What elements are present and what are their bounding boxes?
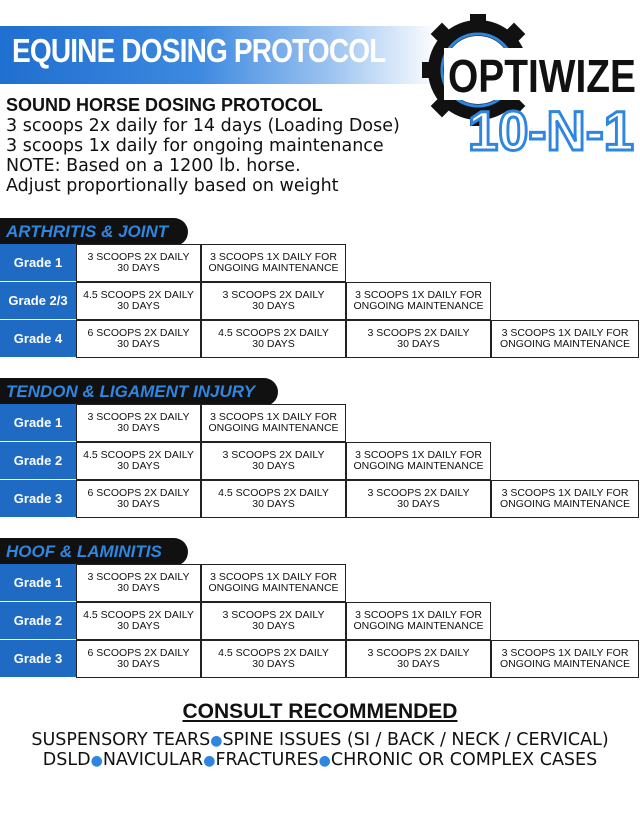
dose-text: 30 DAYS <box>252 338 295 350</box>
dose-text: 30 DAYS <box>117 498 160 510</box>
dose-text: 3 SCOOPS 2X DAILY <box>87 250 190 263</box>
title-banner <box>0 26 440 84</box>
condition-item: FRACTURES <box>215 750 319 770</box>
dose-text: 30 DAYS <box>117 658 160 670</box>
dose-text: ONGOING MAINTENANCE <box>353 460 484 472</box>
dose-text: 30 DAYS <box>252 498 295 510</box>
condition-item: DSLD <box>42 750 91 770</box>
dose-cell <box>201 320 346 358</box>
intro-block <box>6 94 400 196</box>
dose-text: 4.5 SCOOPS 2X DAILY <box>83 448 194 461</box>
dose-text: ONGOING MAINTENANCE <box>499 658 631 670</box>
dose-cell <box>76 564 201 602</box>
dose-text: 30 DAYS <box>252 620 295 632</box>
dose-text: 3 SCOOPS 1X DAILY FOR <box>501 326 629 339</box>
consult-heading: CONSULT RECOMMENDED <box>182 700 458 723</box>
dose-text: 4.5 SCOOPS 2X DAILY <box>218 646 329 659</box>
dose-text: 3 SCOOPS 1X DAILY FOR <box>210 250 337 263</box>
dose-cell <box>346 602 491 640</box>
page-title: EQUINE DOSING PROTOCOL <box>12 32 386 69</box>
intro-line: 3 scoops 1x daily for ongoing maintenance <box>6 136 384 156</box>
dose-cell <box>346 640 491 678</box>
dose-cell <box>76 640 201 678</box>
dose-text: ONGOING MAINTENANCE <box>208 262 339 274</box>
grade-row <box>0 282 640 320</box>
dose-cell <box>201 282 346 320</box>
dose-cell <box>76 404 201 442</box>
dose-text: 30 DAYS <box>397 338 440 350</box>
logo-brand: OPTIWIZE <box>448 50 636 102</box>
bullet-icon: ● <box>318 753 331 769</box>
dose-text: 30 DAYS <box>252 658 295 670</box>
grade-label: Grade 1 <box>0 404 76 442</box>
dose-text: 6 SCOOPS 2X DAILY <box>87 646 190 659</box>
dose-cell <box>346 480 491 518</box>
dose-text: 3 SCOOPS 2X DAILY <box>222 608 325 621</box>
intro-line: 3 scoops 2x daily for 14 days (Loading Dose) <box>6 116 400 136</box>
dose-text: ONGOING MAINTENANCE <box>499 498 631 510</box>
dose-cell <box>346 282 491 320</box>
condition-item: SPINE ISSUES (SI / BACK / NECK / CERVICAL) <box>222 730 609 750</box>
condition-item: NAVICULAR <box>102 750 204 770</box>
dose-text: 30 DAYS <box>117 620 160 632</box>
dose-cell <box>201 564 346 602</box>
dose-cell <box>76 320 201 358</box>
dose-cell <box>346 442 491 480</box>
grade-label: Grade 3 <box>0 480 76 518</box>
dose-text: 3 SCOOPS 1X DAILY FOR <box>355 288 482 301</box>
dose-cell <box>201 404 346 442</box>
dose-text: 3 SCOOPS 2X DAILY <box>87 570 190 583</box>
grade-row <box>0 442 640 480</box>
dose-text: 3 SCOOPS 2X DAILY <box>367 486 470 499</box>
dose-cell <box>76 442 201 480</box>
dose-cell <box>76 244 201 282</box>
dose-text: 30 DAYS <box>117 338 160 350</box>
dose-text: ONGOING MAINTENANCE <box>353 620 484 632</box>
consult-line-2 <box>0 750 640 770</box>
dose-cell <box>201 602 346 640</box>
dose-text: 6 SCOOPS 2X DAILY <box>87 326 190 339</box>
grade-row <box>0 602 640 640</box>
section-title: HOOF & LAMINITIS <box>0 538 188 566</box>
grade-label: Grade 4 <box>0 320 76 358</box>
dose-text: 3 SCOOPS 2X DAILY <box>367 646 470 659</box>
grade-label: Grade 3 <box>0 640 76 678</box>
dose-text: ONGOING MAINTENANCE <box>353 300 484 312</box>
dose-cell <box>201 442 346 480</box>
dose-text: 6 SCOOPS 2X DAILY <box>87 486 190 499</box>
grade-row <box>0 480 640 518</box>
dose-text: 3 SCOOPS 2X DAILY <box>222 448 325 461</box>
consult-line-1 <box>0 730 640 750</box>
intro-heading: SOUND HORSE DOSING PROTOCOL <box>6 95 323 115</box>
dose-text: ONGOING MAINTENANCE <box>208 422 339 434</box>
dose-text: 30 DAYS <box>117 422 160 434</box>
bullet-icon: ● <box>203 753 216 769</box>
dose-text: 3 SCOOPS 1X DAILY FOR <box>210 570 337 583</box>
condition-item: SUSPENSORY TEARS <box>31 730 211 750</box>
dose-text: 3 SCOOPS 1X DAILY FOR <box>355 608 482 621</box>
dose-text: 3 SCOOPS 2X DAILY <box>367 326 470 339</box>
grade-row <box>0 564 640 602</box>
dose-text: 30 DAYS <box>117 262 160 274</box>
intro-line: NOTE: Based on a 1200 lb. horse. <box>6 156 301 176</box>
dose-text: 3 SCOOPS 2X DAILY <box>87 410 190 423</box>
dose-text: 30 DAYS <box>397 498 440 510</box>
dose-cell <box>201 244 346 282</box>
dose-text: 4.5 SCOOPS 2X DAILY <box>218 486 329 499</box>
dose-text: 30 DAYS <box>252 460 295 472</box>
dose-text: 30 DAYS <box>117 582 160 594</box>
dose-text: ONGOING MAINTENANCE <box>499 338 631 350</box>
dose-text: 30 DAYS <box>252 300 295 312</box>
optiwize-logo <box>418 10 640 160</box>
condition-item: CHRONIC OR COMPLEX CASES <box>330 750 598 770</box>
dose-text: 3 SCOOPS 1X DAILY FOR <box>501 486 629 499</box>
dose-cell <box>491 320 639 358</box>
dose-text: 4.5 SCOOPS 2X DAILY <box>83 288 194 301</box>
grade-label: Grade 2 <box>0 602 76 640</box>
grade-row <box>0 320 640 358</box>
grade-row <box>0 244 640 282</box>
bullet-icon: ● <box>90 753 103 769</box>
grade-label: Grade 2 <box>0 442 76 480</box>
dose-text: 3 SCOOPS 1X DAILY FOR <box>355 448 482 461</box>
dose-text: 4.5 SCOOPS 2X DAILY <box>218 326 329 339</box>
grade-label: Grade 2/3 <box>0 282 76 320</box>
dose-text: 3 SCOOPS 2X DAILY <box>222 288 325 301</box>
grade-row <box>0 404 640 442</box>
dose-cell <box>201 480 346 518</box>
logo-sub: 10-N-1 <box>468 99 634 160</box>
grade-label: Grade 1 <box>0 244 76 282</box>
dose-cell <box>76 480 201 518</box>
section-title: ARTHRITIS & JOINT <box>0 218 188 246</box>
dose-cell <box>76 602 201 640</box>
dose-cell <box>201 640 346 678</box>
grade-label: Grade 1 <box>0 564 76 602</box>
dose-text: 3 SCOOPS 1X DAILY FOR <box>210 410 337 423</box>
dose-text: 4.5 SCOOPS 2X DAILY <box>83 608 194 621</box>
dose-cell <box>491 480 639 518</box>
section-title: TENDON & LIGAMENT INJURY <box>0 378 278 406</box>
dose-cell <box>76 282 201 320</box>
dose-cell <box>491 640 639 678</box>
intro-line: Adjust proportionally based on weight <box>6 176 339 196</box>
dose-text: 30 DAYS <box>117 460 160 472</box>
grade-row <box>0 640 640 678</box>
dose-cell <box>346 320 491 358</box>
dose-text: 3 SCOOPS 1X DAILY FOR <box>501 646 629 659</box>
dose-text: 30 DAYS <box>117 300 160 312</box>
dose-text: ONGOING MAINTENANCE <box>208 582 339 594</box>
bullet-icon: ● <box>210 733 223 749</box>
dose-text: 30 DAYS <box>397 658 440 670</box>
